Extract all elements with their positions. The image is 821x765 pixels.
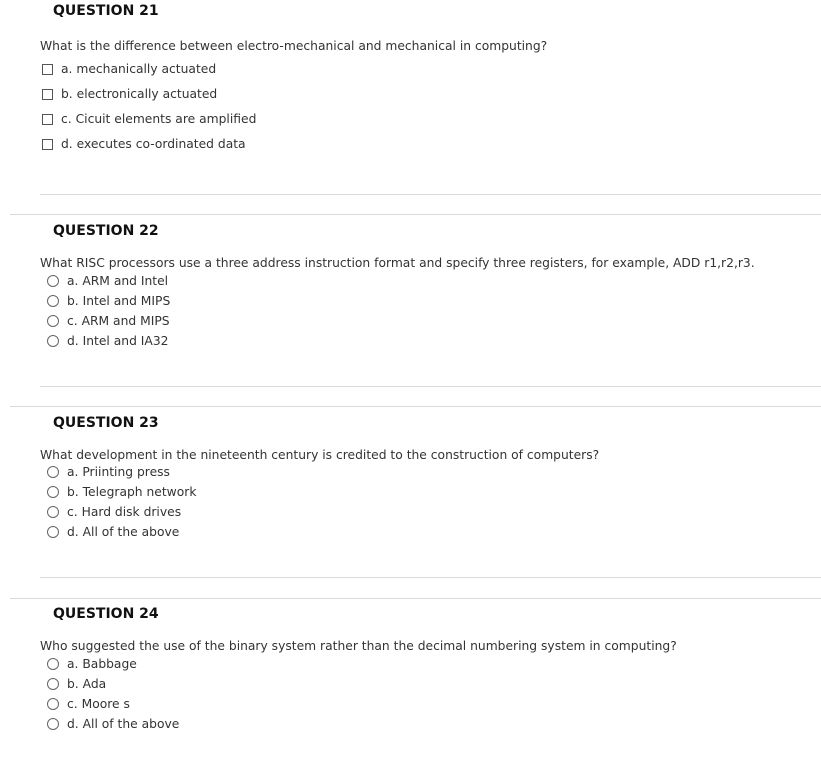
option-c[interactable] <box>42 695 130 713</box>
option-label: b. Intel and MIPS <box>67 294 171 308</box>
question-title: QUESTION 23 <box>53 415 159 431</box>
radio-button[interactable] <box>47 466 59 478</box>
option-b[interactable] <box>42 483 196 501</box>
option-b[interactable] <box>42 292 170 310</box>
option-a[interactable] <box>42 655 137 673</box>
option-d[interactable] <box>42 332 169 350</box>
radio-button[interactable] <box>47 295 59 307</box>
option-label: a. Priinting press <box>67 465 170 479</box>
radio-button[interactable] <box>47 315 59 327</box>
option-label: b. Telegraph network <box>67 485 197 499</box>
option-d[interactable] <box>42 523 179 541</box>
question-title: QUESTION 21 <box>53 3 159 19</box>
option-d[interactable] <box>42 715 179 733</box>
option-label: a. ARM and Intel <box>67 274 169 288</box>
radio-button[interactable] <box>47 526 59 538</box>
option-label: d. Intel and IA32 <box>67 334 169 348</box>
option-label: b. Ada <box>67 677 107 691</box>
section-divider <box>10 406 821 407</box>
option-a[interactable] <box>42 463 170 481</box>
question-text: What is the difference between electro-mechanical and mechanical in computing? <box>40 39 548 53</box>
question-divider <box>40 194 821 195</box>
radio-button[interactable] <box>47 678 59 690</box>
checkbox[interactable] <box>42 89 53 100</box>
option-label: d. All of the above <box>67 525 180 539</box>
checkbox[interactable] <box>42 114 53 125</box>
question-text: Who suggested the use of the binary system rather than the decimal numbering system in computing? <box>40 639 677 653</box>
option-label: c. ARM and MIPS <box>67 314 170 328</box>
checkbox[interactable] <box>42 139 53 150</box>
radio-button[interactable] <box>47 718 59 730</box>
option-label: c. Hard disk drives <box>67 505 182 519</box>
option-c[interactable] <box>42 110 256 128</box>
question-divider <box>40 577 821 578</box>
question-title: QUESTION 24 <box>53 606 159 622</box>
option-label: d. executes co-ordinated data <box>61 137 246 151</box>
radio-button[interactable] <box>47 698 59 710</box>
option-c[interactable] <box>42 503 181 521</box>
question-title: QUESTION 22 <box>53 223 159 239</box>
section-divider <box>10 214 821 215</box>
option-label: a. mechanically actuated <box>61 62 217 76</box>
option-label: b. electronically actuated <box>61 87 218 101</box>
option-label: c. Moore s <box>67 697 130 711</box>
radio-button[interactable] <box>47 658 59 670</box>
radio-button[interactable] <box>47 486 59 498</box>
option-label: c. Cicuit elements are amplified <box>61 112 257 126</box>
option-a[interactable] <box>42 60 216 78</box>
option-d[interactable] <box>42 135 246 153</box>
option-a[interactable] <box>42 272 168 290</box>
question-text: What RISC processors use a three address instruction format and specify three registers, for example, ADD r1,r2,r3. <box>40 256 755 270</box>
radio-button[interactable] <box>47 275 59 287</box>
section-divider <box>10 598 821 599</box>
question-divider <box>40 386 821 387</box>
checkbox[interactable] <box>42 64 53 75</box>
option-label: a. Babbage <box>67 657 137 671</box>
option-label: d. All of the above <box>67 717 180 731</box>
radio-button[interactable] <box>47 506 59 518</box>
question-text: What development in the nineteenth century is credited to the construction of computers? <box>40 448 600 462</box>
option-c[interactable] <box>42 312 170 330</box>
option-b[interactable] <box>42 85 217 103</box>
radio-button[interactable] <box>47 335 59 347</box>
option-b[interactable] <box>42 675 106 693</box>
